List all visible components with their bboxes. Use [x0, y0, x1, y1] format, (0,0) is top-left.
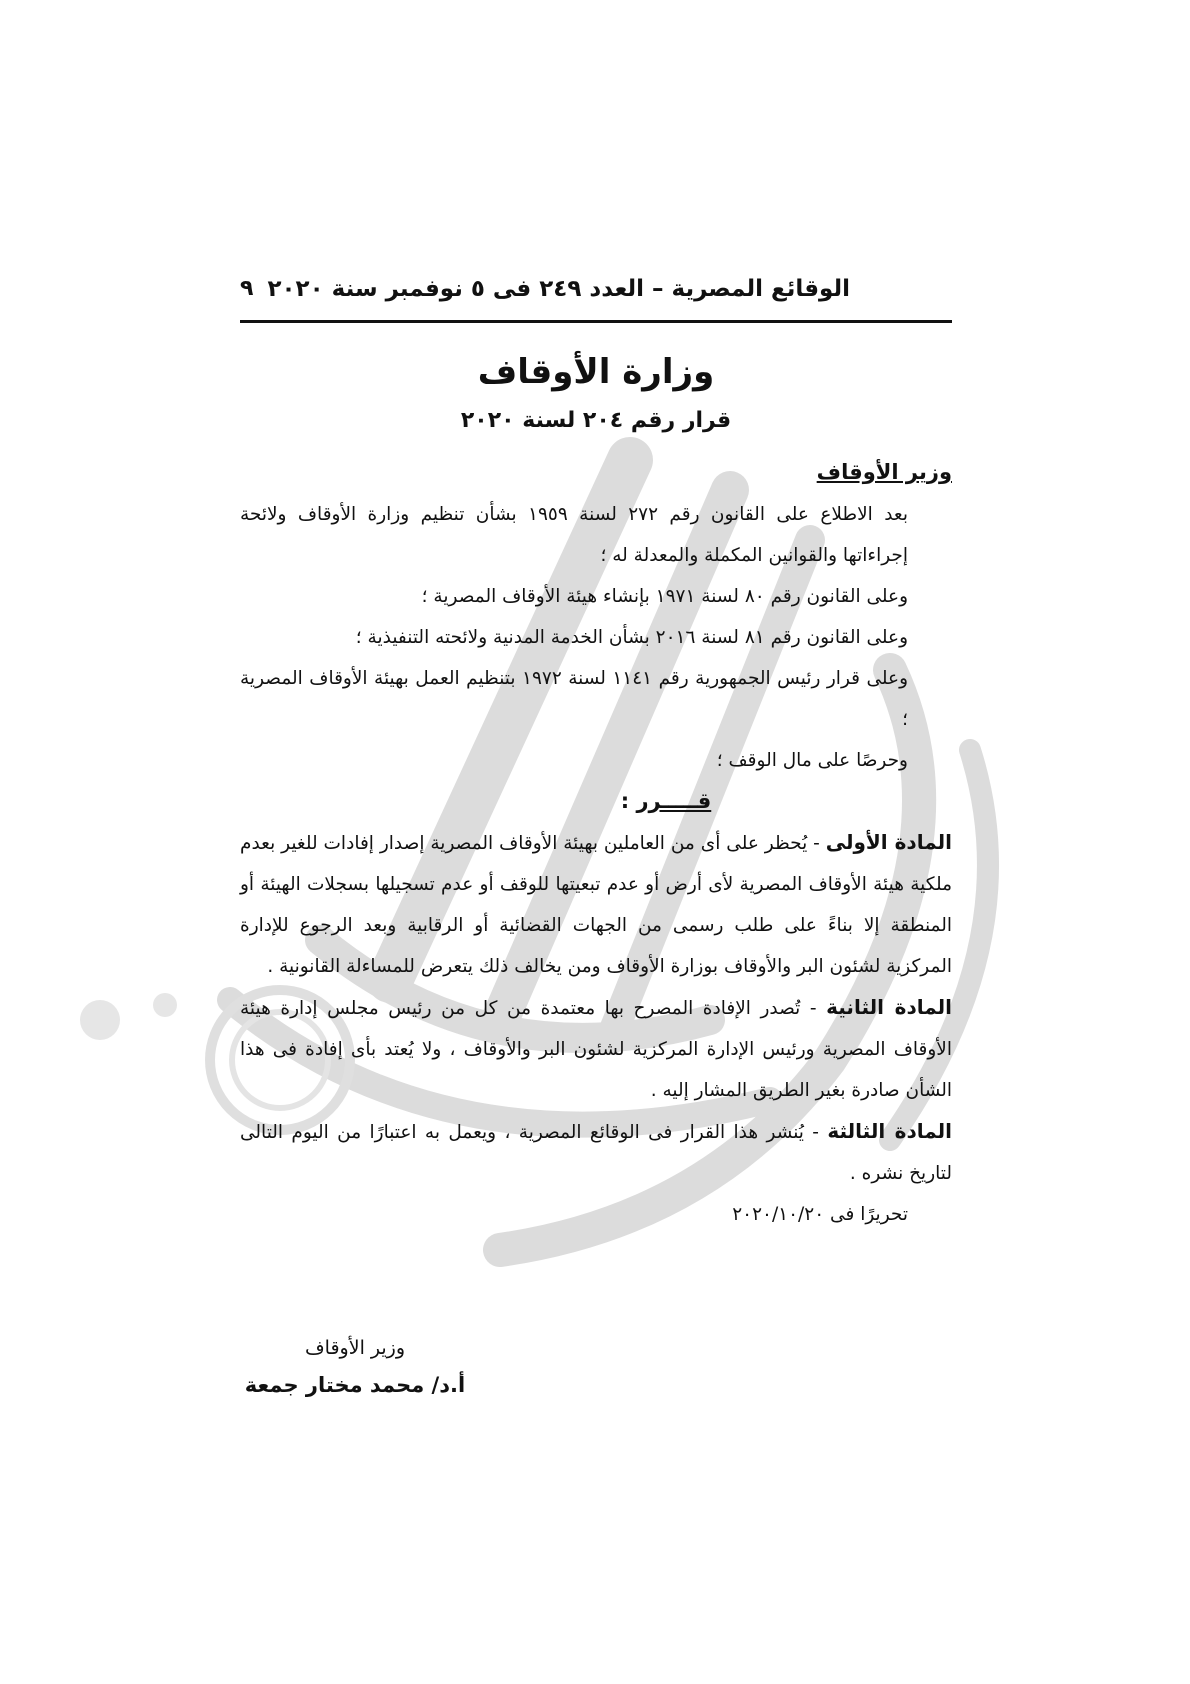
- preamble-paragraph: بعد الاطلاع على القانون رقم ٢٧٢ لسنة ١٩٥٩ بشأن تنظيم وزارة الأوقاف ولائحة إجراءاتها والقوانين المكملة والمعدلة له ؛: [240, 504, 908, 566]
- preamble-paragraph: وعلى قرار رئيس الجمهورية رقم ١١٤١ لسنة ١٩٧٢ بتنظيم العمل بهيئة الأوقاف المصرية ؛: [240, 668, 908, 730]
- issuer-heading: [240, 452, 952, 494]
- signatory-name: أ.د/ محمد مختار جمعة: [244, 1373, 466, 1397]
- preamble-paragraph: وحرصًا على مال الوقف ؛: [716, 750, 908, 771]
- signatory-title: وزير الأوقاف: [304, 1337, 406, 1359]
- article-label: المادة الأولى: [825, 830, 952, 854]
- article-label: المادة الثانية: [826, 995, 952, 1019]
- decree-body: [240, 452, 952, 1235]
- article-text: - يُنشر هذا القرار فى الوقائع المصرية ، ويعمل به اعتبارًا من اليوم التالى لتاريخ نشره .: [240, 1122, 952, 1184]
- ministry-title: وزارة الأوقاف: [477, 352, 715, 392]
- preamble-paragraph: وعلى القانون رقم ٨٠ لسنة ١٩٧١ بإنشاء هيئة الأوقاف المصرية ؛: [421, 586, 908, 607]
- preamble-paragraph: وعلى القانون رقم ٨١ لسنة ٢٠١٦ بشأن الخدمة المدنية ولائحته التنفيذية ؛: [355, 627, 908, 648]
- decides-heading: [240, 781, 952, 822]
- gazette-issue-line: الوقائع المصرية – العدد ٢٤٩ فى ٥ نوفمبر سنة ٢٠٢٠: [267, 276, 850, 302]
- running-header: [240, 270, 952, 322]
- decides-word: قـــــرر: [636, 789, 712, 813]
- issuer-label: وزير الأوقاف: [816, 460, 952, 484]
- article-label: المادة الثالثة: [827, 1119, 952, 1143]
- header-divider: [240, 320, 952, 323]
- article-text: - تُصدر الإفادة المصرح بها معتمدة من كل من رئيس مجلس إدارة هيئة الأوقاف المصرية ورئيس الإدارة المركزية لشئون البر والأوقاف ، ولا يُعتد بأى إفادة فى هذا الشأن صادرة بغير الطريق المشار إليه .: [240, 998, 952, 1101]
- decree-title: قرار رقم ٢٠٤ لسنة ٢٠٢٠: [460, 408, 732, 433]
- decides-colon: :: [620, 789, 630, 813]
- page-number: ٩: [240, 276, 254, 301]
- article-paragraph: [240, 987, 952, 1111]
- article-text: - يُحظر على أى من العاملين بهيئة الأوقاف المصرية إصدار إفادات للغير بعدم ملكية هيئة الأوقاف المصرية لأى أرض أو عدم تبعيتها للوقف أو عدم تسجيلها بسجلات الهيئة أو المنطقة إلا بناءً على طلب رسمى من الجهات القضائية أو الرقابية وبعد الرجوع للإدارة المركزية لشئون البر والأوقاف بوزارة الأوقاف ومن يخالف ذلك يتعرض للمساءلة القانونية .: [240, 833, 952, 977]
- signature-block: [240, 1330, 470, 1404]
- article-paragraph: [240, 1111, 952, 1194]
- article-paragraph: [240, 822, 952, 987]
- issue-date: تحريرًا فى ٢٠٢٠/١٠/٢٠: [732, 1204, 908, 1225]
